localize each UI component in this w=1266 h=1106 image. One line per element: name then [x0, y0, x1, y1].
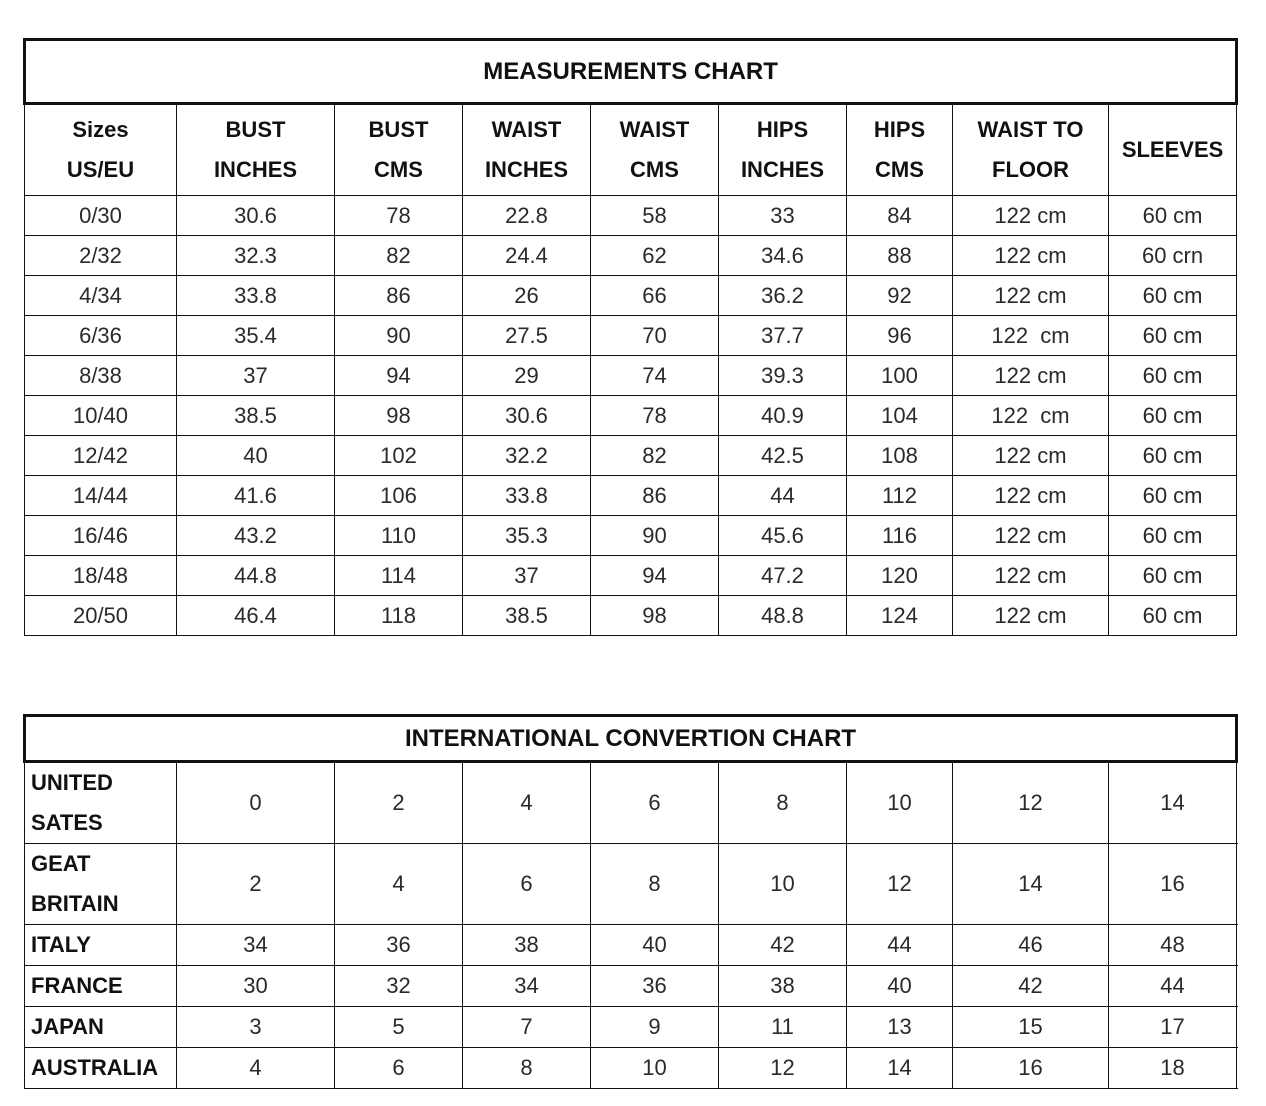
table-row: [25, 276, 1237, 316]
table-cell: 0: [177, 762, 335, 844]
table-cell: 60 cm: [1109, 276, 1237, 316]
table-row: [25, 316, 1237, 356]
column-header: [847, 104, 953, 196]
table-cell: 16: [1109, 844, 1237, 925]
table-row: [25, 844, 1237, 925]
measurements-table: [23, 38, 1238, 636]
table-cell: 120: [847, 556, 953, 596]
cell-text: WAIST TO: [977, 117, 1084, 142]
country-label: [25, 844, 177, 925]
table-cell: 122 cm: [953, 556, 1109, 596]
table-cell: 35.3: [463, 516, 591, 556]
table-cell: 14: [953, 844, 1109, 925]
table-cell: 62: [591, 236, 719, 276]
column-header: [335, 104, 463, 196]
table-cell: 102: [335, 436, 463, 476]
table-cell: 30.6: [177, 196, 335, 236]
table-cell: 60 cm: [1109, 396, 1237, 436]
column-header: [463, 104, 591, 196]
table-cell: 40.9: [719, 396, 847, 436]
table-cell: 4: [177, 1048, 335, 1089]
table-cell: 10: [591, 1048, 719, 1089]
size-cell: 12/42: [25, 436, 177, 476]
cell-text: WAIST: [491, 117, 562, 142]
table-cell: 44.8: [177, 556, 335, 596]
table-cell: 45.6: [719, 516, 847, 556]
table-row: [25, 476, 1237, 516]
table-cell: 84: [847, 196, 953, 236]
table-cell: 30: [177, 966, 335, 1007]
cell-text: CMS: [875, 157, 924, 182]
table-cell: 60 cm: [1109, 196, 1237, 236]
table-cell: 110: [335, 516, 463, 556]
table-cell: 15: [953, 1007, 1109, 1048]
table-cell: 18: [1109, 1048, 1237, 1089]
cell-text: HIPS: [756, 117, 809, 142]
cell-text: GEAT: [31, 851, 91, 876]
table-cell: 33: [719, 196, 847, 236]
table-cell: 44: [1109, 966, 1237, 1007]
table-cell: 16: [953, 1048, 1109, 1089]
conversion-title: INTERNATIONAL CONVERTION CHART: [25, 716, 1237, 762]
column-header: [591, 104, 719, 196]
table-cell: 6: [463, 844, 591, 925]
table-cell: 5: [335, 1007, 463, 1048]
table-cell: 82: [591, 436, 719, 476]
cell-text: FRANCE: [31, 973, 123, 998]
table-cell: 32.2: [463, 436, 591, 476]
cell-text: CMS: [630, 157, 679, 182]
table-cell: 4: [335, 844, 463, 925]
table-cell: 60 cm: [1109, 596, 1237, 636]
cell-text: JAPAN: [31, 1014, 104, 1039]
table-cell: 33.8: [463, 476, 591, 516]
table-cell: 34.6: [719, 236, 847, 276]
table-cell: 27.5: [463, 316, 591, 356]
size-cell: 14/44: [25, 476, 177, 516]
table-cell: 74: [591, 356, 719, 396]
table-cell: 12: [719, 1048, 847, 1089]
size-cell: 6/36: [25, 316, 177, 356]
table-cell: 40: [177, 436, 335, 476]
column-header: [953, 104, 1109, 196]
table-cell: 3: [177, 1007, 335, 1048]
table-row: [25, 196, 1237, 236]
table-cell: 78: [591, 396, 719, 436]
country-label: [25, 1048, 177, 1089]
table-cell: 60 crn: [1109, 236, 1237, 276]
column-header: [1109, 104, 1237, 196]
size-cell: 2/32: [25, 236, 177, 276]
country-label: [25, 966, 177, 1007]
table-cell: 24.4: [463, 236, 591, 276]
table-cell: 37.7: [719, 316, 847, 356]
column-header: [719, 104, 847, 196]
size-cell: 10/40: [25, 396, 177, 436]
table-row: [25, 966, 1237, 1007]
table-cell: 112: [847, 476, 953, 516]
table-cell: 10: [847, 762, 953, 844]
table-cell: 12: [847, 844, 953, 925]
table-cell: 12: [953, 762, 1109, 844]
table-cell: 10: [719, 844, 847, 925]
table-cell: 46: [953, 925, 1109, 966]
table-cell: 42.5: [719, 436, 847, 476]
table-cell: 29: [463, 356, 591, 396]
table-row: [25, 556, 1237, 596]
table-cell: 30.6: [463, 396, 591, 436]
table-cell: 104: [847, 396, 953, 436]
table-cell: 60 cm: [1109, 476, 1237, 516]
table-cell: 36: [335, 925, 463, 966]
table-cell: 37: [463, 556, 591, 596]
measurements-title: MEASUREMENTS CHART: [25, 40, 1237, 104]
table-row: [25, 1048, 1237, 1089]
size-cell: 0/30: [25, 196, 177, 236]
table-cell: 122 cm: [953, 316, 1109, 356]
table-cell: 124: [847, 596, 953, 636]
table-cell: 60 cm: [1109, 356, 1237, 396]
cell-text: US/EU: [66, 157, 135, 182]
table-cell: 70: [591, 316, 719, 356]
table-cell: 17: [1109, 1007, 1237, 1048]
table-cell: 36.2: [719, 276, 847, 316]
table-cell: 38: [719, 966, 847, 1007]
table-cell: 122 cm: [953, 396, 1109, 436]
table-cell: 22.8: [463, 196, 591, 236]
table-cell: 116: [847, 516, 953, 556]
table-cell: 100: [847, 356, 953, 396]
cell-text: BUST: [368, 117, 429, 142]
table-cell: 41.6: [177, 476, 335, 516]
cell-text: Sizes: [72, 117, 129, 142]
table-cell: 44: [719, 476, 847, 516]
table-cell: 122 cm: [953, 196, 1109, 236]
cell-text: HIPS: [873, 117, 926, 142]
table-cell: 33.8: [177, 276, 335, 316]
table-cell: 36: [591, 966, 719, 1007]
table-cell: 118: [335, 596, 463, 636]
cell-text: BUST: [225, 117, 286, 142]
table-cell: 37: [177, 356, 335, 396]
table-cell: 122 cm: [953, 236, 1109, 276]
country-label: [25, 925, 177, 966]
table-row: [25, 1007, 1237, 1048]
table-cell: 108: [847, 436, 953, 476]
table-cell: 7: [463, 1007, 591, 1048]
table-cell: 6: [335, 1048, 463, 1089]
table-cell: 38.5: [177, 396, 335, 436]
table-cell: 8: [463, 1048, 591, 1089]
table-cell: 98: [335, 396, 463, 436]
cell-text: INCHES: [740, 157, 825, 182]
table-cell: 47.2: [719, 556, 847, 596]
table-cell: 42: [953, 966, 1109, 1007]
table-cell: 82: [335, 236, 463, 276]
country-label: [25, 1007, 177, 1048]
table-cell: 39.3: [719, 356, 847, 396]
table-cell: 38: [463, 925, 591, 966]
table-cell: 122 cm: [953, 276, 1109, 316]
table-cell: 46.4: [177, 596, 335, 636]
table-cell: 60 cm: [1109, 516, 1237, 556]
table-cell: 44: [847, 925, 953, 966]
size-cell: 18/48: [25, 556, 177, 596]
table-row: [25, 762, 1237, 844]
table-cell: 42: [719, 925, 847, 966]
table-cell: 6: [591, 762, 719, 844]
table-row: [25, 436, 1237, 476]
cell-text: FLOOR: [992, 157, 1069, 182]
table-cell: 96: [847, 316, 953, 356]
cell-text: WAIST: [619, 117, 690, 142]
table-cell: 58: [591, 196, 719, 236]
table-cell: 9: [591, 1007, 719, 1048]
cell-text: BRITAIN: [31, 891, 119, 916]
table-cell: 14: [1109, 762, 1237, 844]
table-cell: 86: [335, 276, 463, 316]
table-cell: 40: [591, 925, 719, 966]
column-header: [177, 104, 335, 196]
table-cell: 43.2: [177, 516, 335, 556]
country-label: [25, 762, 177, 844]
cell-text: SATES: [31, 810, 103, 835]
table-cell: 88: [847, 236, 953, 276]
table-row: [25, 236, 1237, 276]
table-row: [25, 925, 1237, 966]
table-cell: 122 cm: [953, 356, 1109, 396]
table-cell: 78: [335, 196, 463, 236]
table-cell: 4: [463, 762, 591, 844]
cell-text: CMS: [374, 157, 423, 182]
table-cell: 34: [177, 925, 335, 966]
cell-text: INCHES: [484, 157, 569, 182]
table-cell: 86: [591, 476, 719, 516]
conversion-table: [23, 714, 1237, 1089]
size-cell: 4/34: [25, 276, 177, 316]
column-header: [25, 104, 177, 196]
table-cell: 90: [335, 316, 463, 356]
cell-text: AUSTRALIA: [31, 1055, 159, 1080]
table-cell: 48.8: [719, 596, 847, 636]
table-cell: 114: [335, 556, 463, 596]
table-cell: 94: [335, 356, 463, 396]
table-cell: 122 cm: [953, 596, 1109, 636]
size-cell: 16/46: [25, 516, 177, 556]
table-cell: 48: [1109, 925, 1237, 966]
table-cell: 98: [591, 596, 719, 636]
table-cell: 2: [177, 844, 335, 925]
cell-text: SLEEVES: [1121, 137, 1224, 162]
table-cell: 92: [847, 276, 953, 316]
table-row: [25, 356, 1237, 396]
table-cell: 34: [463, 966, 591, 1007]
size-cell: 20/50: [25, 596, 177, 636]
table-cell: 122 cm: [953, 516, 1109, 556]
table-cell: 66: [591, 276, 719, 316]
table-cell: 26: [463, 276, 591, 316]
size-cell: 8/38: [25, 356, 177, 396]
table-cell: 32.3: [177, 236, 335, 276]
table-cell: 40: [847, 966, 953, 1007]
table-cell: 8: [591, 844, 719, 925]
table-cell: 60 cm: [1109, 436, 1237, 476]
table-cell: 60 cm: [1109, 556, 1237, 596]
table-cell: 38.5: [463, 596, 591, 636]
table-row: [25, 516, 1237, 556]
table-cell: 35.4: [177, 316, 335, 356]
table-cell: 14: [847, 1048, 953, 1089]
cell-text: UNITED: [31, 770, 113, 795]
table-cell: 11: [719, 1007, 847, 1048]
table-cell: 32: [335, 966, 463, 1007]
cell-text: ITALY: [31, 932, 91, 957]
table-cell: 106: [335, 476, 463, 516]
cell-text: INCHES: [213, 157, 298, 182]
table-cell: 122 cm: [953, 436, 1109, 476]
table-cell: 90: [591, 516, 719, 556]
table-cell: 60 cm: [1109, 316, 1237, 356]
table-row: [25, 396, 1237, 436]
table-row: [25, 596, 1237, 636]
header-row: [25, 104, 1237, 196]
table-cell: 2: [335, 762, 463, 844]
table-cell: 13: [847, 1007, 953, 1048]
table-cell: 94: [591, 556, 719, 596]
table-cell: 122 cm: [953, 476, 1109, 516]
table-cell: 8: [719, 762, 847, 844]
